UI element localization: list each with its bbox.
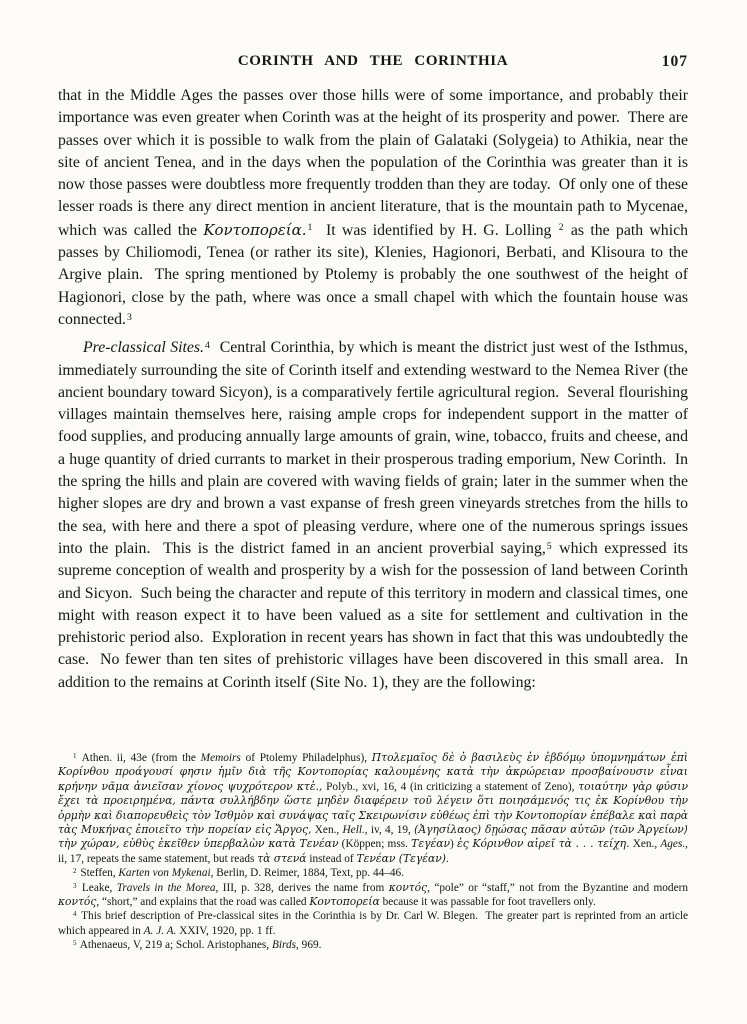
text-run: . [445, 852, 449, 865]
text-run: , iv, 4, 19, [364, 824, 415, 837]
footnote-marker: 5 [546, 540, 552, 552]
text-run: ἐς Κόρινθον αἱρεῖ τὰ . . . τείχη. [456, 837, 630, 851]
text-run: of Ptolemy Philadelphus), [240, 752, 372, 764]
text-run: which expressed its supreme conception of wealth and prosperity by a wish for the possession of land between Corinth and Sicyon. Such being the character and repute of this territory in modern and classical times, one might with reason expect it to have been valued as a site for settlement and cultivation in the prehistoric period also. Exploration in recent years has shown in fact that this was undoubtedly the case. No fewer than ten sites of prehistoric villages have been discovered in this small area. In addition to the remains at Corinth itself (Site No. 1), they are the following: [58, 539, 689, 691]
text-run: , ii, 17, repeats the same statement, but reads [58, 838, 688, 865]
text-run: Leake, [77, 881, 117, 894]
text-run: , 969. [296, 939, 322, 952]
text-run: , III, p. 328, derives the name from [215, 881, 389, 894]
page-number: 107 [661, 53, 688, 70]
text-run: Pre-classical Sites. [83, 339, 204, 357]
text-run: Xen., [311, 824, 343, 837]
text-run: τοιαύτην γὰρ φύσιν ἔχει τὰ προειρημένα, πάντα συλλήβδην ὥστε μηδὲν διαφέρειν τοῦ λέγειν ὅτι ποιησάμενός τις ἐκ Κορίνθου τὴν ὁρμὴν καὶ διαπορευθεὶς τὸν Ἰσθμὸν καὶ συνάψας ταῖς Σκειρωνίσιν εὐθέως ἐπὶ τὴν Κοντοπορίαν ἐπέβαλε καὶ παρὰ τὰς Μυκήνας ἐποιεῖτο τὴν πορείαν εἰς Ἄργος, [58, 779, 688, 837]
text-run: Κοντοπορεία [309, 895, 380, 909]
footnote-marker: 2 [73, 867, 77, 876]
text-run: ) [450, 838, 457, 851]
page-body [58, 85, 688, 694]
footnote [58, 881, 688, 910]
footnote-marker: 2 [558, 222, 564, 234]
text-run: This brief description of Pre-classical sites in the Corinthia is by Dr. Carl W. Blegen. The greater part is reprinted from an article which appeared in [58, 910, 688, 937]
text-run: Xen., [629, 838, 661, 851]
footnote-marker: 3 [126, 311, 132, 323]
text-run: Ages. [660, 838, 686, 851]
text-run: Steffen, [77, 867, 119, 880]
text-run: Athenaeus, V, 219 a; Schol. Aristophanes, [77, 939, 272, 952]
text-run: as the path which passes by Chiliomodi, Tenea (or rather its site), Klenies, Hagionori, Berbati, and Klisoura to the Argive plain. The spring mentioned by Ptolemy is probably the one southwest of the height of Hagionori, close by the path, where was once a small chapel with which the fountain house was connected. [58, 221, 689, 328]
page-title: CORINTH AND THE CORINTHIA [237, 53, 509, 69]
text-run: Polyb., xvi, 16, 4 (in criticizing a statement of Zeno), [322, 780, 579, 793]
text-run: κοντός [58, 895, 97, 909]
text-run: , Berlin, D. Reimer, 1884, Text, pp. 44–46. [210, 867, 405, 880]
text-run: Travels in the Morea [116, 881, 216, 894]
running-header [58, 53, 688, 73]
text-run: because it was passable for foot travellers only. [379, 896, 596, 909]
text-run: (Ἀγησίλαος) δῃώσας πᾶσαν αὐτῶν ⟨τῶν Ἀργείων⟩ τὴν χώραν, εὐθὺς ἐκεῖθεν ὑπερβαλὼν κατὰ Τενέαν [58, 823, 689, 851]
text-run: XXIV, 1920, pp. 1 ff. [176, 924, 276, 937]
text-run: It was identified by H. G. Lolling [313, 221, 558, 239]
footnote [58, 938, 688, 952]
footnote-marker: 4 [204, 339, 210, 351]
text-run: (Köppen; mss. [338, 838, 412, 851]
text-run: Karten von Mykenai [118, 867, 211, 880]
footnote-marker: 1 [73, 751, 77, 760]
footnote [58, 751, 688, 866]
text-run: κοντός [388, 880, 428, 894]
footnote-marker: 1 [307, 222, 313, 234]
text-run: Athen. ii, 43e (from the [77, 752, 201, 764]
text-run: A. J. A. [143, 924, 177, 937]
text-run: , “short,” and explains that the road was called [96, 896, 310, 909]
footnote-marker: 3 [73, 881, 77, 890]
footnotes-section [58, 751, 688, 953]
text-run: Πτολεμαῖος δὲ ὁ βασιλεὺς ἐν ἑβδόμῳ ὑπομνημάτων ἐπὶ Κορίνθου προάγουσί φησιν ἡμῖν διὰ τῆς Κοντοπορίας καλουμένης κατὰ τὴν ἀκρώρειαν προσβαίνουσιν εἶναι κρήνην νᾶμα ἀνιεῖσαν χίονος ψυχρότερον κτἑ., [58, 751, 688, 793]
text-run: Κοντοπορεία. [203, 220, 307, 239]
body-paragraph [58, 85, 688, 331]
text-run: instead of [306, 852, 357, 865]
text-run: Central Corinthia, by which is meant the district just west of the Isthmus, immediately surrounding the site of Corinth itself and extending westward to the Nemea River (the ancient boundary toward Sicyon), is a comparatively fertile agricultural region. Several flourishing villages maintain themselves here, raising ample crops for independent support in the matter of food supplies, and producing annually large amounts of grain, wine, tobacco, fruits and cheese, and a huge quantity of dried currants to market in their prosperous trading emporium, New Corinth. In the spring the hills and plain are covered with waving fields of grain; later in the summer when the higher slopes are dry and brown a vast expanse of fresh green vineyards stretches from the hills to the sea, with here and there a spot of pleasing verdure, where one of the numerous springs issues into the plain. This is the district famed in an ancient proverbial saying, [58, 339, 688, 557]
text-run: Birds [271, 939, 297, 952]
footnote [58, 866, 688, 880]
text-run: τὰ στενά [257, 851, 307, 865]
text-run: that in the Middle Ages the passes over those hills were of some importance, and probably their importance was even greater when Corinth was at the height of its prosperity and power. There are passes over which it is possible to walk from the plain of Galataki (Solygeia) to Athikia, near the site of ancient Tenea, and in the days when the population of the Corinthia was greater than it is now those passes were doubtless more frequently trodden than they are today. Of only one of these lesser roads is there any direct mention in ancient literature, that is the mountain path to Mycenae, which was called the [58, 87, 688, 239]
text-run: , “pole” or “staff,” not from the Byzantine and modern [427, 881, 689, 894]
footnote-marker: 5 [73, 939, 77, 948]
body-paragraph [58, 337, 688, 694]
text-run: Hell. [342, 824, 365, 837]
text-run: Memoirs [200, 752, 241, 764]
text-run: Τεγέαν [411, 837, 450, 851]
footnote-marker: 4 [73, 910, 77, 919]
footnote [58, 909, 688, 938]
text-run: Τενέαν (Τεγέαν) [356, 851, 446, 865]
